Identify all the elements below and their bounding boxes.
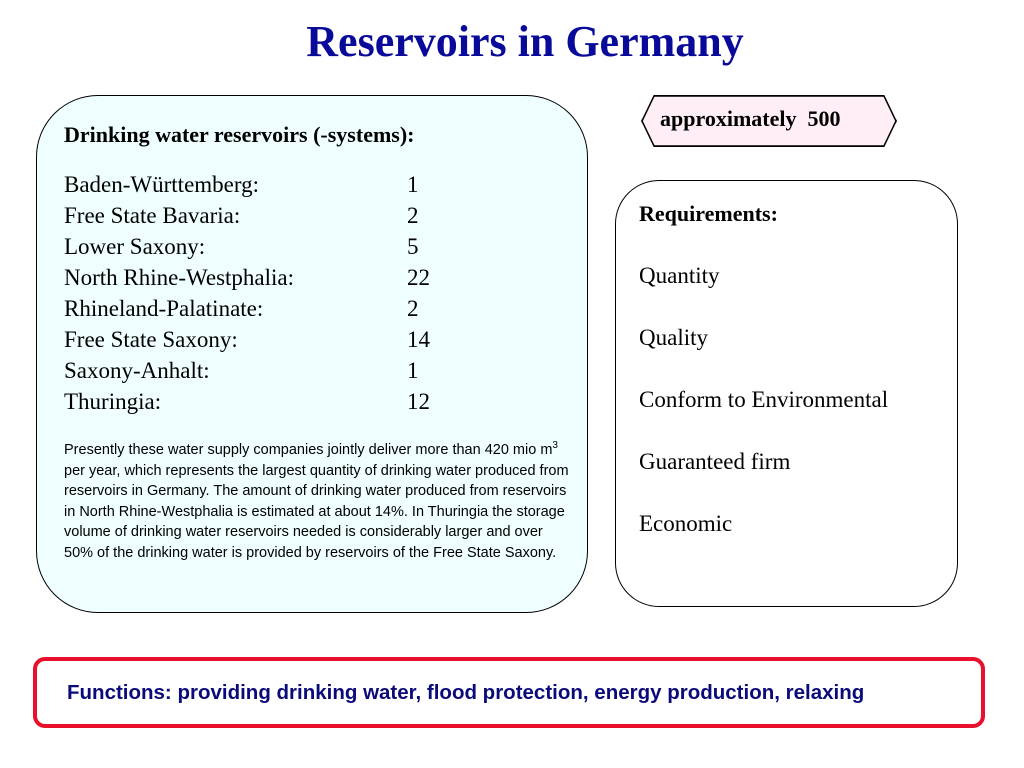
requirement-item: Quality (639, 325, 708, 350)
region-name: Saxony-Anhalt: (64, 358, 210, 383)
drinking-water-panel (36, 95, 588, 613)
region-row (64, 234, 584, 265)
page-title: Reservoirs in Germany (306, 17, 744, 66)
requirements-heading: Requirements: (639, 201, 778, 226)
region-row (64, 265, 584, 296)
region-count: 5 (407, 234, 419, 259)
approximately-text: approximately 500 (660, 106, 841, 131)
production-note (64, 440, 574, 563)
region-name: Baden-Württemberg: (64, 172, 260, 197)
region-name: Free State Saxony: (64, 327, 238, 352)
drinking-water-heading: Drinking water reservoirs (-systems): (64, 122, 415, 147)
functions-text: Functions: providing drinking water, flood protection, energy production, relaxing (67, 681, 865, 704)
region-row (64, 358, 584, 389)
note-text-start: Presently these water supply companies jointly deliver more than 420 mio m (64, 442, 553, 458)
region-count: 14 (407, 327, 430, 352)
requirement-item: Conform to Environmental (639, 387, 889, 412)
note-superscript: 3 (552, 440, 558, 452)
note-text-end: per year, which represents the largest quantity of drinking water produced from reservoirs in Germany. The amount of drinking water produced from reservoirs in North Rhine-Westphalia is estimated at about 14%. In Thuringia the storage volume of drinking water reservoirs needed is considerably larger and over 50% of the drinking water is provided by reservoirs of the Free State Saxony. (64, 462, 569, 561)
region-count: 2 (407, 296, 419, 321)
region-name: North Rhine-Westphalia: (64, 265, 295, 290)
region-row (64, 203, 584, 234)
region-name: Free State Bavaria: (64, 203, 241, 228)
requirement-item: Quantity (639, 263, 720, 288)
region-row (64, 172, 584, 203)
region-row (64, 389, 584, 420)
requirements-panel (615, 180, 958, 607)
region-row (64, 296, 584, 327)
region-row (64, 327, 584, 358)
region-name: Rhineland-Palatinate: (64, 296, 264, 321)
region-list (64, 172, 584, 420)
region-name: Thuringia: (64, 389, 162, 414)
requirement-item: Guaranteed firm (639, 449, 791, 474)
region-name: Lower Saxony: (64, 234, 206, 259)
region-count: 2 (407, 203, 419, 228)
region-count: 1 (407, 172, 419, 197)
region-count: 12 (407, 389, 430, 414)
region-count: 1 (407, 358, 419, 383)
functions-banner (33, 657, 985, 728)
region-count: 22 (407, 265, 430, 290)
requirement-item: Economic (639, 511, 733, 536)
requirements-list (639, 263, 888, 573)
